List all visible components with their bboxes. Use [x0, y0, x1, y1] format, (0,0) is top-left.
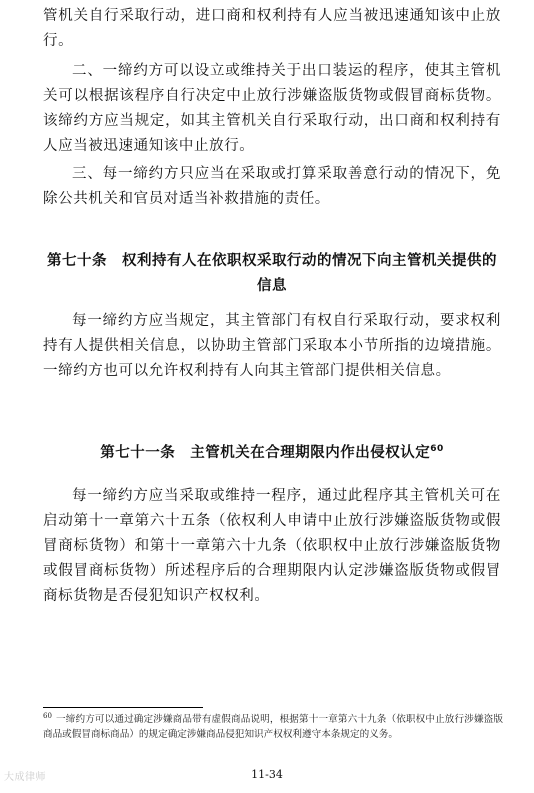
continued-paragraph: 管机关自行采取行动，进口商和权利持有人应当被迅速通知该中止放行。 [43, 8, 501, 49]
paragraph-clause-3: 三、每一缔约方只应当在采取或打算采取善意行动的情况下，免除公共机关和官员对适当补救措施的责任。 [43, 166, 501, 207]
page-number: 11-34 [251, 768, 283, 781]
footnote-divider [43, 707, 203, 708]
article-70-heading: 第七十条 权利持有人在依职权采取行动的情况下向主管机关提供的信息 [47, 253, 497, 294]
paragraph-clause-2: 二、一缔约方可以设立或维持关于出口装运的程序，使其主管机关可以根据该程序自行决定中止放行涉嫌盗版货物或假冒商标货物。该缔约方应当规定，如其主管机关自行采取行动，出口商和权利持有人应当被迅速通知该中止放行。 [43, 63, 501, 154]
footnote-ref-60[interactable]: 60 [430, 444, 444, 455]
watermark-logo: 大成律师 [4, 772, 46, 783]
footnote-60 [43, 712, 503, 742]
article-71-body: 每一缔约方应当采取或维持一程序，通过此程序其主管机关可在启动第十一章第六十五条（依权利人申请中止放行涉嫌盗版货物或假冒商标货物）和第十一章第六十九条（依职权中止放行涉嫌盗版货物或假冒商标货物）所述程序后的合理期限内认定涉嫌盗版货物或假冒商标货物是否侵犯知识产权权利。 [43, 488, 501, 604]
article-70-body: 每一缔约方应当规定，其主管部门有权自行采取行动，要求权利持有人提供相关信息，以协助主管部门采取本小节所指的边境措施。一缔约方也可以允许权利持有人向其主管部门提供相关信息。 [43, 313, 501, 379]
footnote-marker: 60 [43, 711, 52, 720]
footnote-text: 一缔约方可以通过确定涉嫌商品带有虚假商品说明，根据第十一章第六十九条（依职权中止放行涉嫌盗版商品或假冒商标商品）的规定确定涉嫌商品侵犯知识产权权利遵守本条规定的义务。 [43, 714, 503, 740]
article-71-heading-text: 第七十一条 主管机关在合理期限内作出侵权认定 [100, 445, 431, 461]
article-71-heading [40, 441, 504, 466]
